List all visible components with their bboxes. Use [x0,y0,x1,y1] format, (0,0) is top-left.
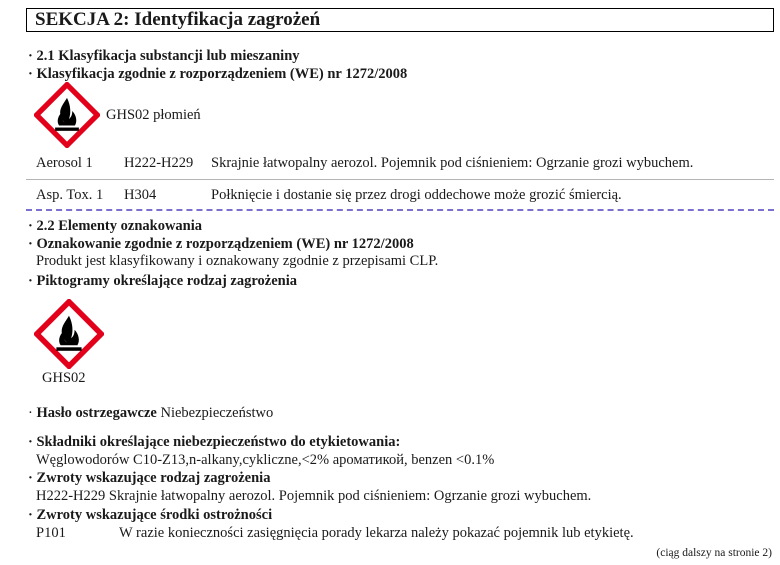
signal-word-line [28,405,273,422]
hazard-text: H222-H229 Skrajnie łatwopalny aerozol. Pojemnik pod ciśnieniem: Ogrzanie grozi wybuchem. [36,488,592,504]
bullet: · [28,273,33,289]
s21-row-2-code: H304 [124,187,157,203]
components-heading-line [28,434,400,451]
s22-heading-line [28,218,202,235]
signal-word-label: Hasło ostrzegawcze [36,405,157,421]
section-separator [26,209,774,211]
hazard-heading: Zwroty wskazujące rodzaj zagrożenia [36,470,271,486]
row-separator [26,179,774,180]
ghs02-flame-icon [34,82,100,148]
s22-heading: 2.2 Elementy oznakowania [36,218,203,234]
bullet: · [28,66,33,82]
precaution-code: P101 [36,525,66,541]
components-text: Węglowodorów C10-Z13,n-alkany,cykliczne,<2% ароматикой, benzen <0.1% [36,452,495,468]
s22-pictograms-line [28,273,297,290]
bullet: · [28,434,33,450]
s21-pictogram-label: GHS02 płomień [106,107,201,123]
hazard-heading-line [28,470,270,487]
ghs02-flame-icon [34,299,104,369]
bullet: · [28,218,33,234]
s21-row-1-category: Aerosol 1 [36,155,93,171]
s21-subheading: Klasyfikacja zgodnie z rozporządzeniem (WE) nr 1272/2008 [36,66,408,82]
bullet: · [28,48,33,64]
bullet: · [28,507,33,523]
s22-pictogram-label: GHS02 [42,370,86,386]
s22-text: Produkt jest klasyfikowany i oznakowany zgodnie z przepisami CLP. [36,253,439,269]
s21-row-1-text: Skrajnie łatwopalny aerozol. Pojemnik pod ciśnieniem: Ogrzanie grozi wybuchem. [211,155,694,171]
s21-row-2-text: Połknięcie i dostanie się przez drogi oddechowe może grozić śmiercią. [211,187,622,203]
s22-pictograms-heading: Piktogramy określające rodzaj zagrożenia [36,273,298,289]
s21-subheading-line [28,66,407,83]
components-heading: Składniki określające niebezpieczeństwo do etykietowania: [36,434,401,450]
precaution-heading-line [28,507,272,524]
signal-word-value: Niebezpieczeństwo [160,405,274,421]
bullet: · [28,470,33,486]
s21-heading-line [28,48,300,65]
precaution-text: W razie konieczności zasięgnięcia porady lekarza należy pokazać pojemnik lub etykietę. [119,525,634,541]
s21-heading: 2.1 Klasyfikacja substancji lub mieszaniny [36,48,300,64]
section-title: SEKCJA 2: Identyfikacja zagrożeń [26,8,774,32]
bullet: · [28,236,33,252]
s22-subheading-line [28,236,414,253]
s22-subheading: Oznakowanie zgodnie z rozporządzeniem (WE) nr 1272/2008 [36,236,414,252]
precaution-heading: Zwroty wskazujące środki ostrożności [36,507,273,523]
s21-row-1-code: H222-H229 [124,155,194,171]
bullet: · [28,405,33,421]
s21-row-2-category: Asp. Tox. 1 [36,187,104,203]
continued-note: (ciąg dalszy na stronie 2) [656,547,772,559]
